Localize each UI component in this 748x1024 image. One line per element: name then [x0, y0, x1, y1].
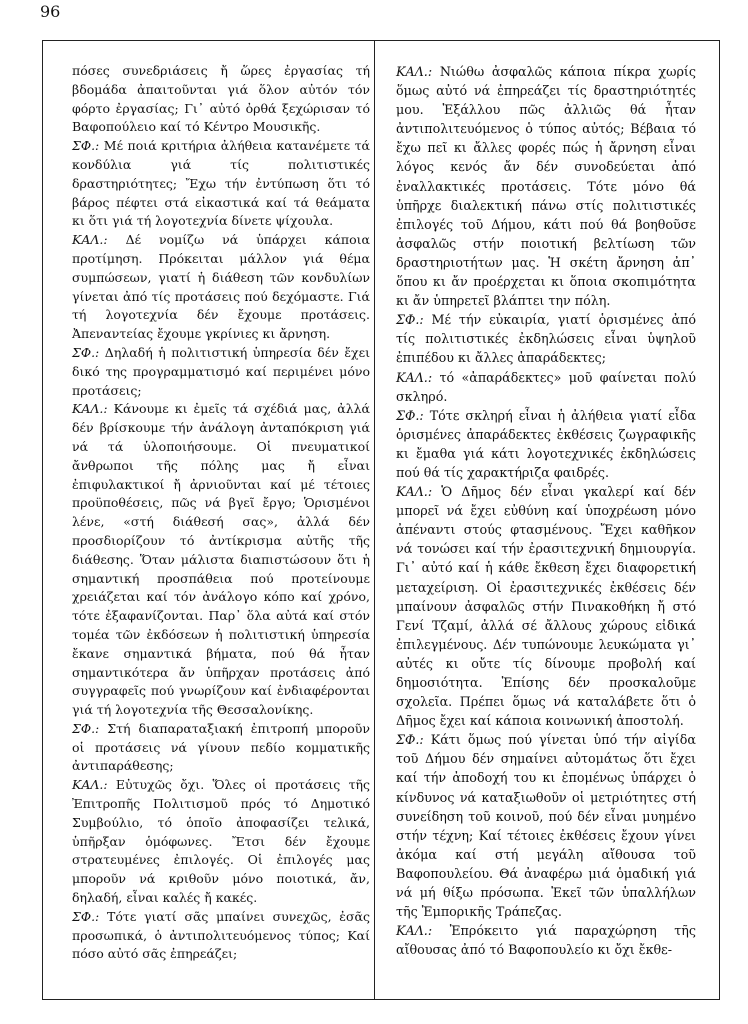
paragraph-text: Δέ νομίζω νά ὑπάρχει κάποια προτίμηση. Πρόκειται μάλλον γιά θέμα συμπώσεων, γιατί ἡ διάθεση τῶν κονδυλίων γίνεται ἀπό τίς προτάσεις πού δεχόμαστε. Γιά τή λογοτεχνία δέν ἔχουμε προτάσεις. Ἀπεναντείας ἔχουμε γκρίνιες κι ἄρνηση. [72, 232, 370, 342]
paragraph-text: Μέ τήν εὐκαιρία, γιατί ὁρισμένες ἀπό τίς πολιτιστικές ἐκδηλώσεις εἶναι ὑψηλοῦ ἐπιπέδου κι ἄλλες ἀπαράδεκτες; [396, 312, 696, 366]
interview-paragraph [72, 908, 370, 964]
interview-paragraph [72, 720, 370, 776]
paragraph-text: Εὐτυχῶς ὄχι. Ὅλες οἱ προτάσεις τῆς Ἐπιτροπῆς Πολιτισμοῦ πρός τό Δημοτικό Συμβούλιο, τό ὁποῖο ἀποφασίζει τελικά, ὑπῆρξαν ὁμόφωνες. Ἔτσι δέν ἔχουμε στρατευμένες ἐπιλογές. Οἱ ἐπιλογές μας μποροῦν νά κριθοῦν μόνο ποιοτικά, ἄν, δηλαδή, εἶναι καλές ἤ κακές. [72, 777, 371, 906]
paragraph-text: τό «ἀπαράδεκτες» μοῦ φαίνεται πολύ σκληρό. [396, 369, 696, 404]
speaker-label: ΚΑΛ.: [396, 64, 433, 79]
speaker-label: ΣΦ.: [396, 732, 424, 748]
paragraph-text: Κάτι ὅμως πού γίνεται ὑπό τήν αἰγίδα τοῦ Δήμου δέν σημαίνει αὐτομάτως ὅτι ἔχει καί τήν ἀποδοχή του κι ἐπομένως ὑπάρχει ὁ κίνδυνος νά καταξιωθοῦν οἱ μετριότητες στή συνείδηση τοῦ κοινοῦ, πού δέν εἶναι μυημένο στήν τέχνη; Καί τέτοιες ἐκθέσεις ἔχουν γίνει ἀκόμα καί στή μεγάλη αἴθουσα τοῦ Βαφοπουλείου. Θά ἀναφέρω μιά ὁμαδική γιά νά μή θίξω πρόσωπα. Ἐκεῖ τῶν ὑπαλλήλων τῆς Ἐμπορικῆς Τράπεζας. [396, 732, 696, 920]
interview-paragraph [396, 368, 696, 406]
speaker-label: ΚΑΛ.: [396, 484, 433, 500]
speaker-label: ΣΦ.: [72, 720, 100, 736]
paragraph-text: πόσες συνεδριάσεις ἤ ὥρες ἐργασίας τή βδομάδα ἀπαιτοῦνται γιά ὅλον αὐτόν τόν φόρτο ἐργασίας; Γι᾽ αὐτό ὀρθά ξεχώρισαν τό Βαφοπούλειο καί τό Κέντρο Μουσικῆς. [72, 63, 370, 135]
speaker-label: ΣΦ.: [72, 138, 100, 154]
paragraph-text: Νιώθω ἀσφαλῶς κάποια πίκρα χωρίς ὅμως αὐτό νά ἐπηρεάζει τίς δραστηριότητές μου. Ἐξάλλου πῶς ἀλλιῶς θά ἦταν ἀντιπολιτευόμενος ὁ τύπος αὐτός; Βέβαια τό ἔχω πεῖ κι ἄλλες φορές πώς ἡ ἄρνηση εἶναι λόγος κενός ἄν δέν συνοδεύεται ἀπό ἐναλλακτικές προτάσεις. Τότε μόνο θά ὑπῆρχε διαλεκτική πάνω στίς πολιτιστικές ἐπιλογές τοῦ Δήμου, κάτι πού θά βοηθοῦσε ἀσφαλῶς στήν ποιοτική βελτίωση τῶν δραστηριοτήτων μας. Ἡ σκέτη ἄρνηση ἀπ᾽ ὅπου κι ἄν προέρχεται κι ὅποια σκοπιμότητα κι ἄν ὑπηρετεῖ βλάπτει την πόλη. [396, 64, 696, 309]
paragraph-text: Μέ ποιά κριτήρια ἀλήθεια κατανέμετε τά κονδύλια γιά τίς πολιτιστικές δραστηριότητες; Ἔχω τήν ἐντύπωση ὅτι τό βάρος πέφτει στά εἰκαστικά καί τά θεάματα κι ὅτι γιά τή λογοτεχνία δίνετε ψίχουλα. [72, 138, 370, 229]
interview-paragraph [72, 231, 370, 344]
speaker-label: ΚΑΛ.: [396, 369, 433, 385]
speaker-label: ΣΦ.: [396, 407, 424, 423]
paragraph-text: Στή διαπαραταξιακή ἐπιτροπή μποροῦν οἱ προτάσεις νά γίνουν πεδίο κομματικῆς ἀντιπαράθεσης; [72, 720, 370, 774]
interview-paragraph [72, 137, 370, 231]
speaker-label: ΚΑΛ.: [72, 401, 108, 417]
interview-paragraph [396, 730, 696, 921]
paragraph-text: Τότε γιατί σᾶς μπαίνει συνεχῶς, ἐσᾶς προσωπικά, ὁ ἀντιπολιτευόμενος τύπος; Καί πόσο αὐτό σᾶς ἐπηρεάζει; [72, 908, 370, 962]
page-number: 96 [40, 2, 61, 21]
speaker-label: ΚΑΛ.: [72, 777, 108, 793]
speaker-label: ΣΦ.: [396, 312, 424, 328]
paragraph-text: Ὁ Δῆμος δέν εἶναι γκαλερί καί δέν μπορεῖ νά ἔχει εὐθύνη καί ὑποχρέωση μόνο ἀπέναντι στούς φτασμένους. Ἔχει καθῆκον νά τονώσει καί τήν ἐρασιτεχνική δημιουργία. Γι᾽ αὐτό καί ἡ κάθε ἔκθεση ἔχει διαφορετική μεταχείριση. Οἱ ἐρασιτεχνικές ἐκθέσεις δέν μπαίνουν ἀσφαλῶς στήν Πινακοθήκη ἤ στό Γενί Τζαμί, ἀλλά σέ ἄλλους χώρους εἰδικά ἐπιλεγμένους. Δέν τυπώνουμε λευκώματα γι᾽ αὐτές κι οὔτε τίς δίνουμε προβολή καί δημοσιότητα. Ἐπίσης δέν προσκαλοῦμε σχολεῖα. Πρέπει ὅμως νά καταλάβετε ὅτι ὁ Δῆμος ἔχει καί κάποια κοινωνική ἀποστολή. [396, 484, 696, 729]
paragraph-text: Τότε σκληρή εἶναι ἡ ἀλήθεια γιατί εἶδα ὁρισμένες ἀπαράδεκτες ἐκθέσεις ζωγραφικῆς κι ἔμαθα γιά κάτι λογοτεχνικές ἐκδηλώσεις πού θά τίς χαρακτήριζα φαιδρές. [396, 407, 696, 480]
left-column [72, 62, 370, 964]
interview-paragraph [72, 344, 370, 400]
interview-paragraph [396, 482, 696, 730]
right-column [396, 62, 696, 959]
interview-paragraph [72, 400, 370, 720]
interview-paragraph [72, 776, 370, 908]
interview-paragraph [396, 62, 696, 310]
interview-paragraph [396, 921, 696, 959]
speaker-label: ΚΑΛ.: [72, 232, 108, 248]
paragraph-text: Ἐπρόκειτο γιά παραχώρηση τῆς αἴθουσας ἀπό τό Βαφοπουλείο κι ὄχι ἔκθε- [396, 923, 696, 958]
speaker-label: ΚΑΛ.: [396, 923, 433, 939]
paragraph-text: Κάνουμε κι ἐμεῖς τά σχέδιά μας, ἀλλά δέν βρίσκουμε τήν ἀνάλογη ἀνταπόκριση γιά νά τά ὑλοποιήσουμε. Οἱ πνευματικοί ἄνθρωποι τῆς πόλης μας ἤ εἶναι ἐπιφυλακτικοί ἤ ἀρνιοῦνται καί μέ τέτοιες προϋποθέσεις, πῶς νά βγεῖ ἔργο; Ὁρισμένοι λένε, «στή διάθεσή σας», ἀλλά δέν προσδιορίζουν τό ἀντίκρισμα αὐτῆς τῆς διάθεσης. Ὅταν μάλιστα διαπιστώσουν ὅτι ἡ σημαντική προσπάθεια πού προτείνουμε χρειάζεται καί τόν ἀνάλογο κόπο καί χρόνο, τότε ἐξαφανίζονται. Παρ᾽ ὅλα αὐτά καί στόν τομέα τῶν ἐκδόσεων ἡ πολιτιστική ὑπηρεσία ἔκανε σημαντικά βήματα, πού θά ἦταν σημαντικότερα ἄν ὑπῆρχαν προτάσεις ἀπό συγγραφεῖς πού γνωρίζουν καί ἐνδιαφέρονται γιά τή λογοτεχνία τῆς Θεσσαλονίκης. [72, 401, 370, 718]
column-divider [374, 40, 375, 1000]
interview-paragraph [396, 406, 696, 482]
speaker-label: ΣΦ.: [72, 344, 100, 360]
interview-paragraph [72, 62, 370, 137]
speaker-label: ΣΦ.: [72, 908, 100, 924]
interview-paragraph [396, 310, 696, 367]
paragraph-text: Δηλαδή ἡ πολιτιστική ὑπηρεσία δέν ἔχει δικό της προγραμματισμό καί περιμένει μόνο προτάσεις; [72, 344, 370, 398]
